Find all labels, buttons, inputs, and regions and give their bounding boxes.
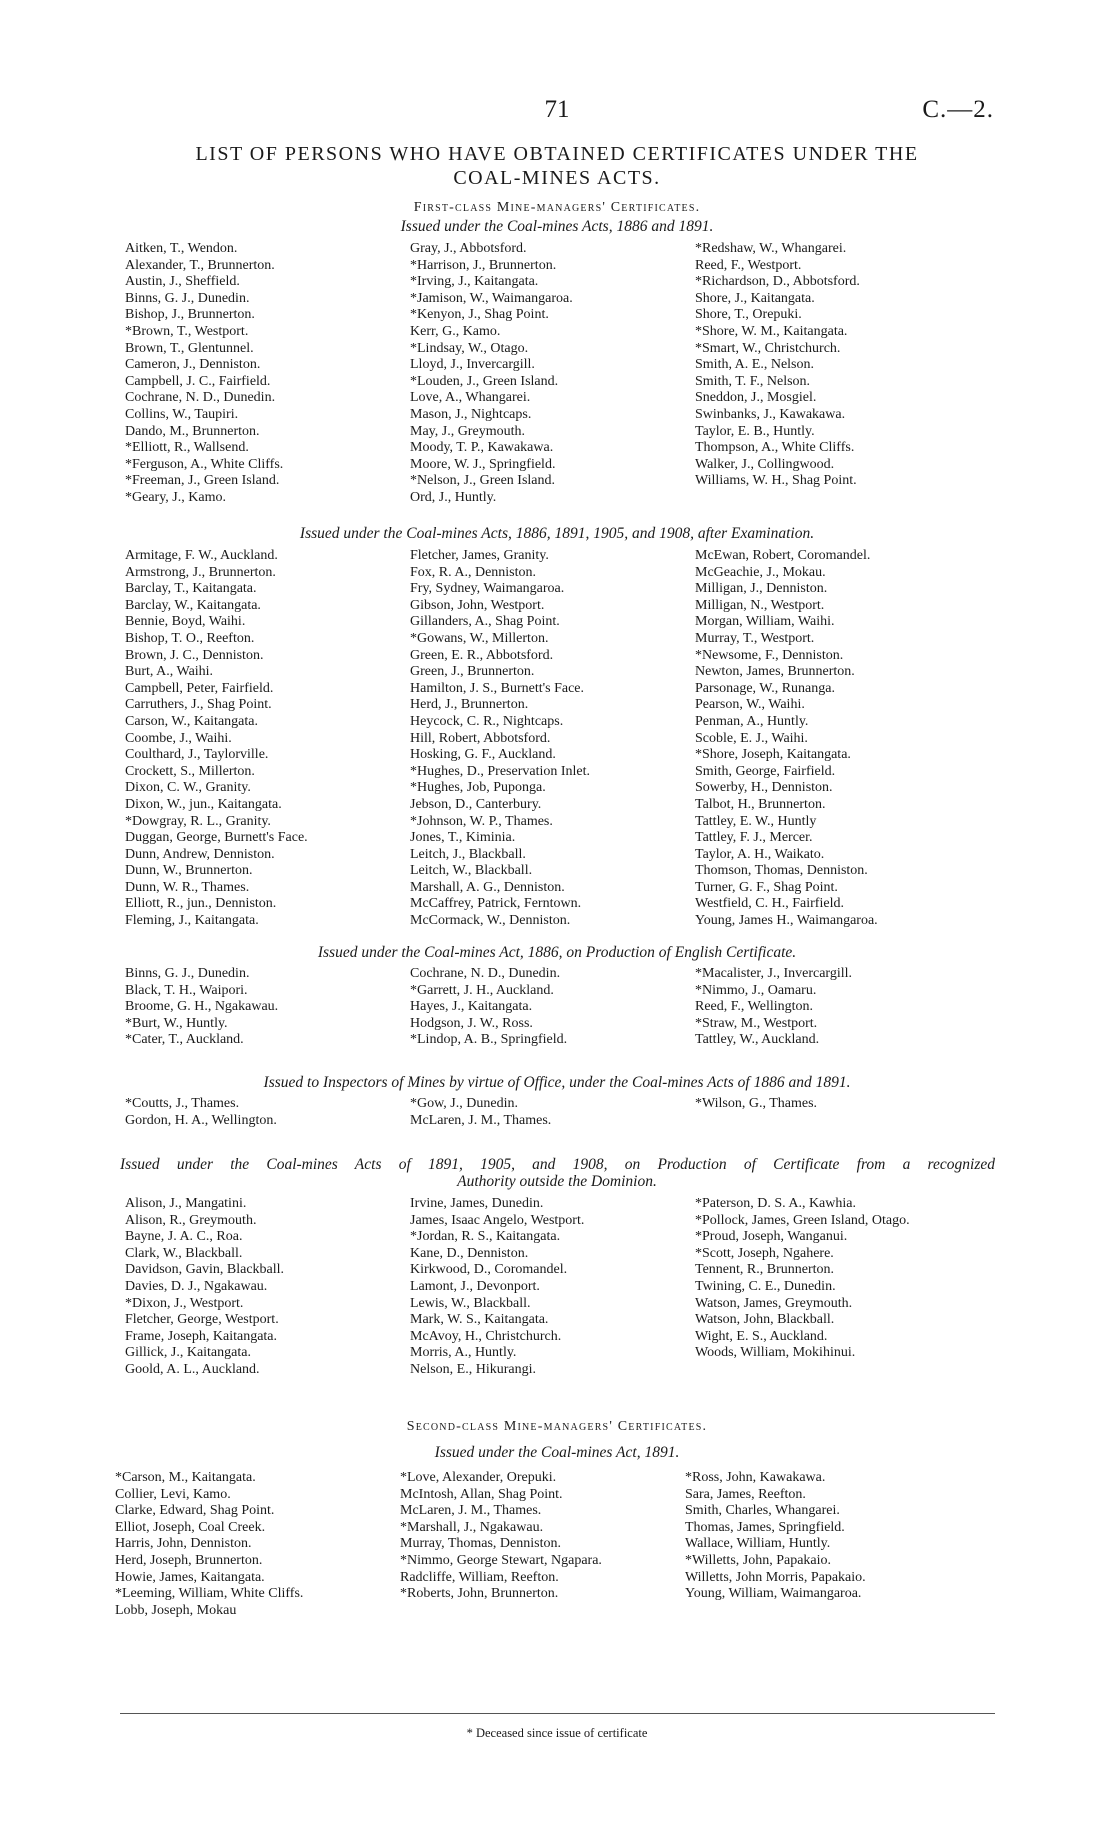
list-item: *Scott, Joseph, Ngahere.: [695, 1245, 834, 1261]
list-item: Binns, G. J., Dunedin.: [125, 966, 250, 981]
list-item: Young, William, Waimangaroa.: [685, 1586, 862, 1602]
list-item: *Marshall, J., Ngakawau.: [400, 1519, 544, 1535]
list-item: *Nimmo, J., Oamaru.: [695, 982, 817, 998]
list-item: Campbell, J. C., Fairfield.: [125, 373, 271, 389]
list-item: Fry, Sydney, Waimangaroa.: [410, 581, 565, 597]
list-item: Woods, William, Mokihinui.: [695, 1345, 856, 1361]
list-item: Bayne, J. A. C., Roa.: [125, 1229, 243, 1245]
list-item: Young, James H., Waimangaroa.: [695, 913, 878, 929]
list-item: *Freeman, J., Green Island.: [125, 473, 280, 489]
list-item: Morgan, William, Waihi.: [695, 614, 835, 630]
section-heading: Issued to Inspectors of Mines by virtue of Office, under the Coal-mines Acts of 1886 and 1891.: [263, 1074, 851, 1091]
list-item: *Nimmo, George Stewart, Ngapara.: [400, 1552, 602, 1568]
list-item: *Smart, W., Christchurch.: [695, 340, 841, 356]
list-item: *Lindop, A. B., Springfield.: [410, 1032, 568, 1048]
list-item: Dixon, C. W., Granity.: [125, 780, 251, 796]
list-item: *Garrett, J. H., Auckland.: [410, 982, 554, 998]
list-item: Penman, A., Huntly.: [695, 713, 809, 729]
list-item: Thompson, A., White Cliffs.: [695, 440, 855, 456]
list-item: Love, A., Whangarei.: [410, 390, 531, 406]
list-item: Clark, W., Blackball.: [125, 1245, 243, 1261]
list-item: *Cater, T., Auckland.: [125, 1032, 244, 1048]
list-item: Black, T. H., Waipori.: [125, 982, 248, 998]
list-item: McLaren, J. M., Thames.: [400, 1503, 542, 1519]
list-item: *Brown, T., Westport.: [125, 323, 249, 339]
list-item: Tennent, R., Brunnerton.: [695, 1262, 834, 1278]
list-item: Broome, G. H., Ngakawau.: [125, 999, 279, 1015]
list-item: McAvoy, H., Christchurch.: [410, 1328, 562, 1344]
name-column: [695, 1196, 910, 1362]
list-item: *Carson, M., Kaitangata.: [115, 1470, 256, 1485]
list-item: Howie, James, Kaitangata.: [115, 1569, 265, 1585]
list-item: *Gowans, W., Millerton.: [410, 630, 549, 646]
list-item: Tattley, W., Auckland.: [695, 1032, 820, 1048]
list-item: Dunn, W. R., Thames.: [125, 879, 250, 895]
list-item: Dunn, W., Brunnerton.: [125, 863, 253, 879]
list-item: Crockett, S., Millerton.: [125, 763, 255, 779]
name-column: [125, 966, 278, 1049]
list-item: *Dowgray, R. L., Granity.: [125, 813, 271, 829]
list-item: Carruthers, J., Shag Point.: [125, 697, 272, 713]
list-item: *Johnson, W. P., Thames.: [410, 813, 553, 829]
list-item: Jones, T., Kiminia.: [410, 830, 516, 846]
list-item: Gray, J., Abbotsford.: [410, 241, 527, 256]
list-item: Cochrane, N. D., Dunedin.: [125, 390, 276, 406]
name-column: [410, 966, 567, 1049]
page-title-line-2: COAL-MINES ACTS.: [453, 167, 661, 189]
list-item: Taylor, E. B., Huntly.: [695, 423, 815, 439]
list-item: Barclay, T., Kaitangata.: [125, 581, 257, 597]
section-heading: Issued under the Coal-mines Act, 1891.: [434, 1444, 680, 1461]
list-item: Taylor, A. H., Waikato.: [695, 846, 825, 862]
list-item: Cameron, J., Denniston.: [125, 357, 261, 373]
list-item: Aitken, T., Wendon.: [125, 241, 238, 256]
list-item: Harris, John, Denniston.: [115, 1536, 252, 1552]
list-item: *Lindsay, W., Otago.: [410, 340, 529, 356]
list-item: Pearson, W., Waihi.: [695, 697, 805, 713]
list-item: McCormack, W., Denniston.: [410, 913, 571, 929]
list-item: Thomas, James, Springfield.: [685, 1519, 845, 1535]
list-item: Armitage, F. W., Auckland.: [125, 548, 278, 563]
list-item: Alison, J., Mangatini.: [125, 1196, 247, 1211]
list-item: Lloyd, J., Invercargill.: [410, 357, 535, 373]
name-column: [410, 1096, 551, 1129]
list-item: *Shore, Joseph, Kaitangata.: [695, 747, 851, 763]
list-item: *Irving, J., Kaitangata.: [410, 274, 539, 290]
list-item: Bishop, J., Brunnerton.: [125, 307, 255, 323]
list-item: *Hughes, D., Preservation Inlet.: [410, 763, 591, 779]
list-item: Fletcher, James, Granity.: [410, 548, 549, 563]
name-column: [685, 1470, 866, 1603]
list-item: Wight, E. S., Auckland.: [695, 1328, 828, 1344]
name-column: [410, 548, 590, 930]
name-column: [125, 1096, 277, 1129]
list-item: *Macalister, J., Invercargill.: [695, 966, 853, 981]
list-item: Lobb, Joseph, Mokau: [115, 1602, 237, 1618]
list-item: Kerr, G., Kamo.: [410, 323, 501, 339]
list-item: Irvine, James, Dunedin.: [410, 1196, 544, 1211]
list-item: *Leeming, William, White Cliffs.: [115, 1586, 304, 1602]
list-item: *Redshaw, W., Whangarei.: [695, 241, 847, 256]
list-item: Austin, J., Sheffield.: [125, 274, 240, 290]
name-column: [695, 548, 878, 930]
list-item: Moody, T. P., Kawakawa.: [410, 440, 554, 456]
list-item: Herd, J., Brunnerton.: [410, 697, 529, 713]
name-column: [125, 241, 283, 507]
list-item: Smith, A. E., Nelson.: [695, 357, 815, 373]
list-item: Burt, A., Waihi.: [125, 664, 214, 680]
second-class-heading: Second-class Mine-managers' Certificates.: [406, 1419, 708, 1434]
list-item: *Willetts, John, Papakaio.: [685, 1552, 832, 1568]
list-item: Bishop, T. O., Reefton.: [125, 630, 255, 646]
list-item: *Gow, J., Dunedin.: [410, 1096, 518, 1111]
list-item: Carson, W., Kaitangata.: [125, 713, 258, 729]
list-item: Herd, Joseph, Brunnerton.: [115, 1552, 263, 1568]
name-column: [410, 1196, 584, 1379]
list-item: Clarke, Edward, Shag Point.: [115, 1503, 275, 1519]
list-item: Twining, C. E., Dunedin.: [695, 1278, 836, 1294]
list-item: Willetts, John Morris, Papakaio.: [685, 1569, 866, 1585]
list-item: *Dixon, J., Westport.: [125, 1295, 244, 1311]
list-item: Goold, A. L., Auckland.: [125, 1361, 260, 1377]
list-item: Williams, W. H., Shag Point.: [695, 473, 857, 489]
name-column: [410, 241, 573, 507]
list-item: *Proud, Joseph, Wanganui.: [695, 1229, 848, 1245]
section-heading: Issued under the Coal-mines Acts, 1886 and 1891.: [400, 218, 714, 235]
list-item: Murray, T., Westport.: [695, 630, 815, 646]
list-item: McIntosh, Allan, Shag Point.: [400, 1486, 563, 1502]
list-item: Morris, A., Huntly.: [410, 1345, 517, 1361]
list-item: Gillick, J., Kaitangata.: [125, 1345, 251, 1361]
list-item: Leitch, J., Blackball.: [410, 846, 526, 862]
list-item: Alison, R., Greymouth.: [125, 1212, 257, 1228]
list-item: Wallace, William, Huntly.: [685, 1536, 831, 1552]
list-item: Walker, J., Collingwood.: [695, 456, 835, 472]
list-item: Brown, J. C., Denniston.: [125, 647, 264, 663]
list-item: Coombe, J., Waihi.: [125, 730, 232, 746]
list-item: Elliot, Joseph, Coal Creek.: [115, 1519, 266, 1535]
list-item: Dando, M., Brunnerton.: [125, 423, 260, 439]
first-class-heading: First-class Mine-managers' Certificates.: [413, 200, 701, 215]
section-heading: Issued under the Coal-mines Acts of 1891, 1905, and 1908, on Production of Certificate from a recognized: [120, 1156, 995, 1173]
document-code: C.—2.: [922, 96, 994, 123]
list-item: *Ross, John, Kawakawa.: [685, 1470, 826, 1485]
list-item: *Newsome, F., Denniston.: [695, 647, 844, 663]
list-item: Cochrane, N. D., Dunedin.: [410, 966, 561, 981]
list-item: *Geary, J., Kamo.: [125, 489, 226, 505]
list-item: McLaren, J. M., Thames.: [410, 1112, 552, 1128]
name-column: [125, 1196, 284, 1379]
list-item: Elliott, R., jun., Denniston.: [125, 896, 277, 912]
list-item: Watson, James, Greymouth.: [695, 1295, 853, 1311]
list-item: *Wilson, G., Thames.: [695, 1096, 818, 1111]
list-item: *Coutts, J., Thames.: [125, 1096, 240, 1111]
list-item: *Louden, J., Green Island.: [410, 373, 559, 389]
list-item: *Pollock, James, Green Island, Otago.: [695, 1212, 910, 1228]
name-column: [695, 241, 860, 490]
list-item: Murray, Thomas, Denniston.: [400, 1536, 561, 1552]
list-item: Duggan, George, Burnett's Face.: [125, 830, 308, 846]
name-column: [115, 1470, 303, 1619]
list-item: Leitch, W., Blackball.: [410, 863, 533, 879]
list-item: Green, E. R., Abbotsford.: [410, 647, 554, 663]
list-item: Green, J., Brunnerton.: [410, 664, 535, 680]
list-item: *Burt, W., Huntly.: [125, 1015, 228, 1031]
list-item: Westfield, C. H., Fairfield.: [695, 896, 844, 912]
list-item: Turner, G. F., Shag Point.: [695, 879, 838, 895]
name-column: [400, 1470, 602, 1603]
list-item: Collins, W., Taupiri.: [125, 406, 239, 422]
list-item: McEwan, Robert, Coromandel.: [695, 548, 871, 563]
list-item: Sara, James, Reefton.: [685, 1486, 806, 1502]
list-item: Reed, F., Wellington.: [695, 999, 814, 1015]
list-item: Coulthard, J., Taylorville.: [125, 747, 269, 763]
name-column: [125, 548, 308, 930]
list-item: Sneddon, J., Mosgiel.: [695, 390, 817, 406]
list-item: Lewis, W., Blackball.: [410, 1295, 531, 1311]
list-item: Gibson, John, Westport.: [410, 597, 545, 613]
list-item: Newton, James, Brunnerton.: [695, 664, 855, 680]
list-item: *Harrison, J., Brunnerton.: [410, 257, 557, 273]
list-item: McGeachie, J., Mokau.: [695, 564, 826, 580]
list-item: Scoble, E. J., Waihi.: [695, 730, 808, 746]
list-item: Hosking, G. F., Auckland.: [410, 747, 556, 763]
list-item: *Shore, W. M., Kaitangata.: [695, 323, 848, 339]
list-item: Bennie, Boyd, Waihi.: [125, 614, 246, 630]
list-item: Campbell, Peter, Fairfield.: [125, 680, 274, 696]
list-item: Fleming, J., Kaitangata.: [125, 913, 259, 929]
list-item: Barclay, W., Kaitangata.: [125, 597, 261, 613]
list-item: Parsonage, W., Runanga.: [695, 680, 835, 696]
list-item: Brown, T., Glentunnel.: [125, 340, 254, 356]
list-item: Shore, J., Kaitangata.: [695, 290, 815, 306]
page-number: 71: [544, 96, 570, 123]
list-item: *Elliott, R., Wallsend.: [125, 440, 249, 456]
list-item: *Nelson, J., Green Island.: [410, 473, 556, 489]
list-item: Dunn, Andrew, Denniston.: [125, 846, 275, 862]
list-item: Thomson, Thomas, Denniston.: [695, 863, 868, 879]
list-item: Frame, Joseph, Kaitangata.: [125, 1328, 278, 1344]
list-item: Fletcher, George, Westport.: [125, 1312, 279, 1328]
list-item: Moore, W. J., Springfield.: [410, 456, 556, 472]
footnote-divider: [120, 1713, 995, 1714]
list-item: Collier, Levi, Kamo.: [115, 1486, 231, 1502]
list-item: Hamilton, J. S., Burnett's Face.: [410, 680, 585, 696]
footnote: * Deceased since issue of certificate: [466, 1726, 648, 1740]
list-item: Hill, Robert, Abbotsford.: [410, 730, 551, 746]
section-heading: Issued under the Coal-mines Acts, 1886, 1891, 1905, and 1908, after Examination.: [299, 525, 815, 542]
list-item: *Roberts, John, Brunnerton.: [400, 1586, 559, 1602]
list-item: Smith, Charles, Whangarei.: [685, 1503, 840, 1519]
list-item: Smith, T. F., Nelson.: [695, 373, 811, 389]
list-item: Ord, J., Huntly.: [410, 489, 497, 505]
list-item: Nelson, E., Hikurangi.: [410, 1361, 536, 1377]
list-item: Milligan, J., Denniston.: [695, 581, 828, 597]
list-item: Binns, G. J., Dunedin.: [125, 290, 250, 306]
list-item: Alexander, T., Brunnerton.: [125, 257, 275, 273]
list-item: Watson, John, Blackball.: [695, 1312, 835, 1328]
list-item: Kane, D., Denniston.: [410, 1245, 529, 1261]
section-heading: Issued under the Coal-mines Act, 1886, on Production of English Certificate.: [317, 944, 797, 961]
list-item: *Love, Alexander, Orepuki.: [400, 1470, 557, 1485]
list-item: *Jordan, R. S., Kaitangata.: [410, 1229, 561, 1245]
name-column: [695, 1096, 817, 1113]
list-item: *Straw, M., Westport.: [695, 1015, 818, 1031]
list-item: Mason, J., Nightcaps.: [410, 406, 532, 422]
list-item: *Jamison, W., Waimangaroa.: [410, 290, 573, 306]
list-item: Hayes, J., Kaitangata.: [410, 999, 533, 1015]
list-item: Reed, F., Westport.: [695, 257, 802, 273]
list-item: *Ferguson, A., White Cliffs.: [125, 456, 284, 472]
list-item: McCaffrey, Patrick, Ferntown.: [410, 896, 582, 912]
list-item: Davies, D. J., Ngakawau.: [125, 1278, 268, 1294]
list-item: *Kenyon, J., Shag Point.: [410, 307, 549, 323]
list-item: *Hughes, Job, Puponga.: [410, 780, 546, 796]
list-item: Swinbanks, J., Kawakawa.: [695, 406, 846, 422]
list-item: Hodgson, J. W., Ross.: [410, 1015, 533, 1031]
list-item: Jebson, D., Canterbury.: [410, 796, 542, 812]
list-item: Dixon, W., jun., Kaitangata.: [125, 796, 282, 812]
list-item: Davidson, Gavin, Blackball.: [125, 1262, 285, 1278]
list-item: James, Isaac Angelo, Westport.: [410, 1212, 585, 1228]
name-column: [695, 966, 852, 1049]
list-item: Fox, R. A., Denniston.: [410, 564, 537, 580]
list-item: Sowerby, H., Denniston.: [695, 780, 833, 796]
list-item: Smith, George, Fairfield.: [695, 763, 836, 779]
list-item: *Richardson, D., Abbotsford.: [695, 274, 860, 290]
list-item: Mark, W. S., Kaitangata.: [410, 1312, 549, 1328]
list-item: Radcliffe, William, Reefton.: [400, 1569, 559, 1585]
list-item: Tattley, E. W., Huntly: [695, 813, 817, 829]
section-heading-continued: Authority outside the Dominion.: [457, 1173, 657, 1190]
list-item: Armstrong, J., Brunnerton.: [125, 564, 276, 580]
list-item: May, J., Greymouth.: [410, 423, 525, 439]
list-item: Heycock, C. R., Nightcaps.: [410, 713, 564, 729]
list-item: Marshall, A. G., Denniston.: [410, 879, 565, 895]
list-item: Shore, T., Orepuki.: [695, 307, 802, 323]
list-item: Gillanders, A., Shag Point.: [410, 614, 560, 630]
list-item: Milligan, N., Westport.: [695, 597, 825, 613]
list-item: *Paterson, D. S. A., Kawhia.: [695, 1196, 856, 1211]
list-item: Kirkwood, D., Coromandel.: [410, 1262, 568, 1278]
list-item: Lamont, J., Devonport.: [410, 1278, 540, 1294]
list-item: Talbot, H., Brunnerton.: [695, 796, 826, 812]
list-item: Gordon, H. A., Wellington.: [125, 1112, 277, 1128]
list-item: Tattley, F. J., Mercer.: [695, 830, 813, 846]
page-title-line-1: LIST OF PERSONS WHO HAVE OBTAINED CERTIFICATES UNDER THE: [195, 143, 919, 165]
